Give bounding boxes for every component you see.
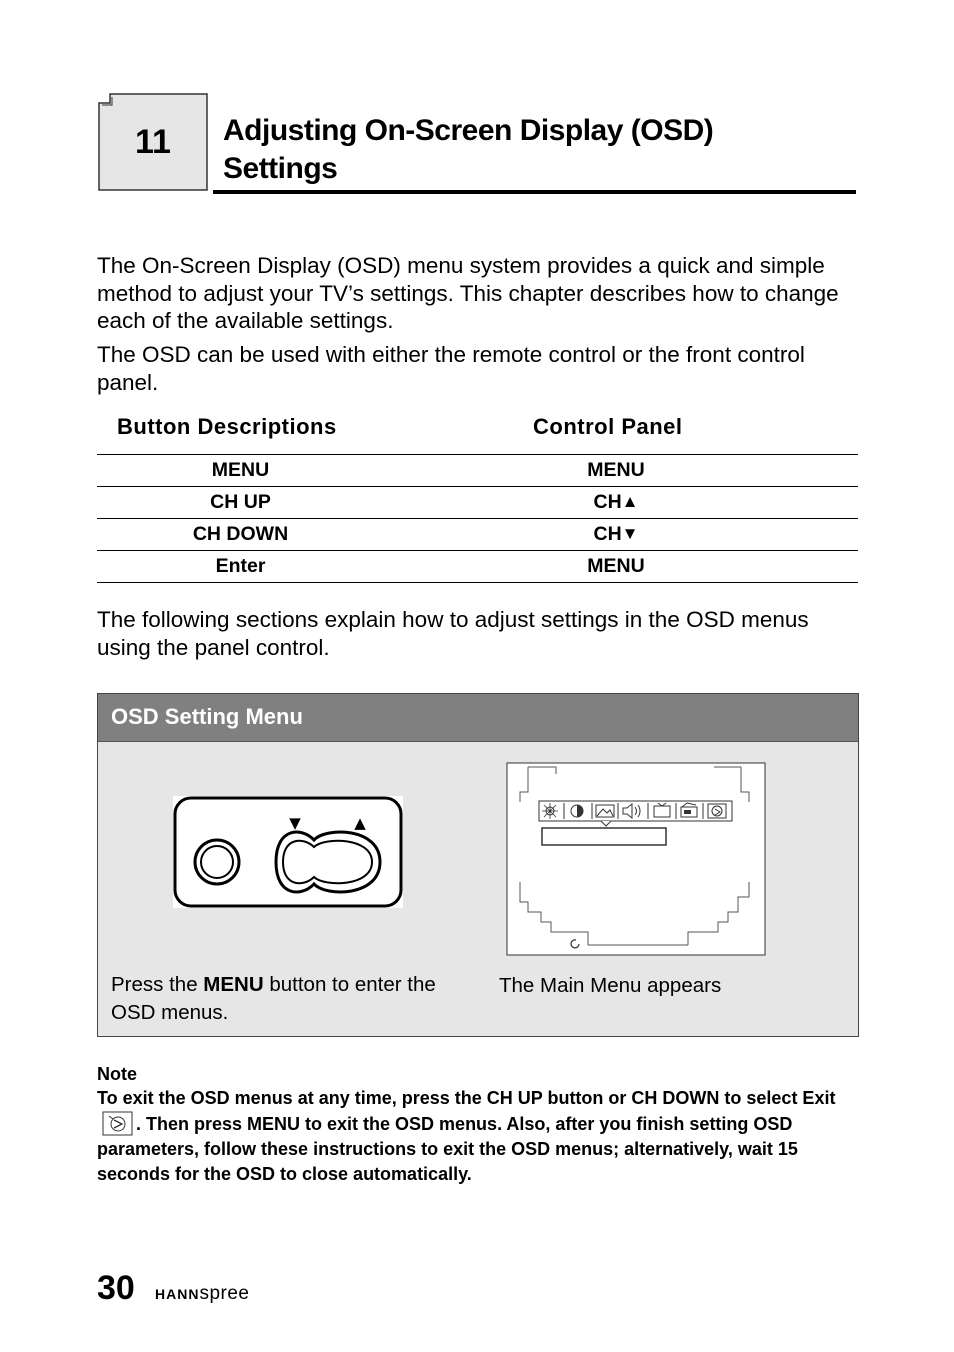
- row-control: CH▲: [593, 491, 639, 513]
- ch-up-arrow-icon: ▲: [354, 814, 366, 832]
- osd-selection-bar: [542, 828, 666, 845]
- table-row: [97, 519, 858, 551]
- title-rule: [213, 190, 856, 194]
- osd-box-title: OSD Setting Menu: [111, 704, 303, 729]
- menu-button-icon: [195, 840, 239, 884]
- chapter-title-line1: Adjusting On-Screen Display (OSD): [223, 114, 714, 147]
- note-label: Note: [97, 1064, 137, 1084]
- chapter-title-line2: Settings: [223, 152, 338, 185]
- row-control: CH▼: [593, 523, 639, 545]
- table-header-description: Button Descriptions: [117, 414, 337, 439]
- osd-setting-box: [97, 693, 859, 1037]
- chapter-title: [223, 112, 853, 188]
- table-row: [97, 455, 858, 487]
- chapter-number: 11: [135, 122, 171, 161]
- down-arrow-icon: ▼: [621, 524, 639, 543]
- table-row: [97, 487, 858, 519]
- screen-caption: The Main Menu appears: [499, 974, 722, 997]
- osd-box-header: [98, 694, 858, 742]
- control-panel-illustration: [172, 795, 404, 909]
- button-table: [97, 454, 858, 583]
- intro-paragraph-1: The On-Screen Display (OSD) menu system provides a quick and simple method to adjust your TV’s settings. This chapter describes how to change each of the available settings.: [97, 253, 839, 333]
- row-description: CH DOWN: [192, 523, 289, 545]
- intro-paragraph-2: The OSD can be used with either the remote control or the front control panel.: [97, 342, 805, 395]
- intro-paragraph-3: The following sections explain how to adjust settings in the OSD menus using the panel control.: [97, 607, 809, 660]
- row-control: MENU: [587, 555, 645, 577]
- row-description: MENU: [211, 459, 270, 481]
- row-control: MENU: [587, 459, 645, 481]
- table-row: [97, 551, 858, 583]
- row-description: Enter: [215, 555, 266, 577]
- ch-down-arrow-icon: ▼: [289, 814, 301, 832]
- panel-caption: Press the MENU button to enter the OSD menus.: [111, 973, 436, 1024]
- exit-icon: [101, 1111, 134, 1136]
- page-number: 30: [97, 1269, 135, 1307]
- up-arrow-icon: ▲: [621, 492, 639, 511]
- main-menu-screen-illustration: [506, 762, 766, 956]
- table-header-control: Control Panel: [533, 414, 683, 439]
- brand-logo: HANNspree: [155, 1283, 250, 1304]
- brightness-icon: [542, 803, 558, 819]
- row-description: CH UP: [210, 491, 271, 513]
- note-text: To exit the OSD menus at any time, press the CH UP button or CH DOWN to select Exit. Then press MENU to exit the OSD menus. Also, after you finish setting OSD parameters, follow these instructions to exit the OSD menus; alternatively, wait 15 seconds for the OSD to close automatically.: [97, 1088, 836, 1184]
